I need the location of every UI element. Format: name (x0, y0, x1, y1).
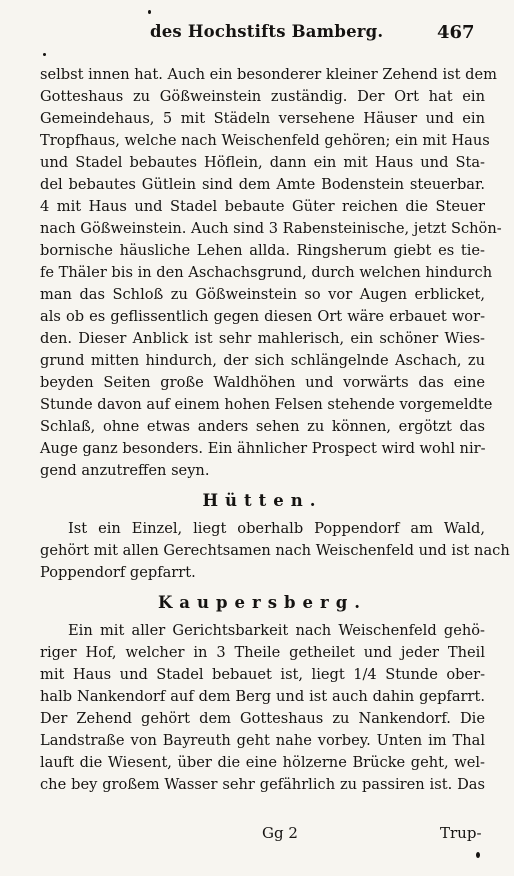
text-line: gehört mit allen Gerechtsamen nach Weischenfeld und ist nach (40, 542, 510, 559)
text-line: Schlaß, ohne etwas anders sehen zu können, ergötzt das (40, 418, 485, 435)
text-line: Gemeindehaus, 5 mit Städeln versehene Häuser und ein (40, 110, 485, 127)
paragraph (40, 518, 510, 584)
text-line: Landstraße von Bayreuth geht nahe vorbey. Unten im Thal (40, 732, 485, 749)
paragraph (40, 64, 502, 482)
page-footer (0, 824, 514, 846)
text-line: man das Schloß zu Gößweinstein so vor Augen erblicket, (40, 286, 485, 303)
text-line: grund mitten hindurch, der sich schlängelnde Aschach, zu (40, 352, 485, 369)
text-line: Ist ein Einzel, liegt oberhalb Poppendorf am Wald, (68, 520, 485, 537)
text-line: 4 mit Haus und Stadel bebaute Güter reichen die Steuer (40, 198, 485, 215)
paragraph (40, 620, 485, 796)
text-line: Gotteshaus zu Gößweinstein zuständig. Der Ort hat ein (40, 88, 485, 105)
ink-speck (476, 852, 480, 858)
text-line: fe Thäler bis in den Aschachsgrund, durch welchen hindurch (40, 264, 493, 281)
text-line: beyden Seiten große Waldhöhen und vorwärts das eine (40, 374, 485, 391)
ink-speck (148, 10, 151, 14)
text-line: bornische häusliche Lehen allda. Ringsherum giebt es tie- (40, 242, 485, 259)
body-text (40, 64, 510, 796)
text-line: mit Haus und Stadel bebauet ist, liegt 1/4 Stunde ober- (40, 666, 485, 683)
text-line: und Stadel bebautes Höflein, dann ein mit Haus und Sta- (40, 154, 485, 171)
text-line: gend anzutreffen seyn. (40, 462, 210, 479)
running-head: des Hochstifts Bamberg. (150, 22, 384, 41)
text-line: Auge ganz besonders. Ein ähnlicher Prospect wird wohl nir- (40, 440, 486, 457)
text-line: Ein mit aller Gerichtsbarkeit nach Weischenfeld gehö- (68, 622, 485, 639)
text-line: selbst innen hat. Auch ein besonderer kleiner Zehend ist dem (40, 66, 497, 83)
text-line: Der Zehend gehört dem Gotteshaus zu Nankendorf. Die (40, 710, 485, 727)
text-line: Tropfhaus, welche nach Weischenfeld gehören; ein mit Haus (40, 132, 490, 149)
ink-speck (43, 53, 46, 56)
text-line: den. Dieser Anblick ist sehr mahlerisch, ein schöner Wies- (40, 330, 485, 347)
text-line: che bey großem Wasser sehr gefährlich zu passiren ist. Das (40, 776, 485, 793)
text-line: nach Gößweinstein. Auch sind 3 Rabensteinische, jetzt Schön- (40, 220, 502, 237)
text-line: Stunde davon auf einem hohen Felsen stehende vorgemeldte (40, 396, 493, 413)
signature-mark: Gg 2 (262, 824, 298, 842)
section-heading-huetten: Hütten. (202, 491, 323, 510)
text-line: halb Nankendorf auf dem Berg und ist auch dahin gepfarrt. (40, 688, 485, 705)
section-heading-kaupersberg: Kaupersberg. (157, 593, 368, 612)
page-number: 467 (437, 22, 475, 43)
page-header (0, 22, 514, 46)
text-line: Poppendorf gepfarrt. (40, 564, 196, 581)
catchword: Trup- (440, 824, 482, 842)
text-line: del bebautes Gütlein sind dem Amte Bodenstein steuerbar. (40, 176, 485, 193)
text-line: lauft die Wiesent, über die eine hölzerne Brücke geht, wel- (40, 754, 485, 771)
text-line: riger Hof, welcher in 3 Theile getheilet und jeder Theil (40, 644, 485, 661)
text-line: als ob es geflissentlich gegen diesen Ort wäre erbauet wor- (40, 308, 485, 325)
